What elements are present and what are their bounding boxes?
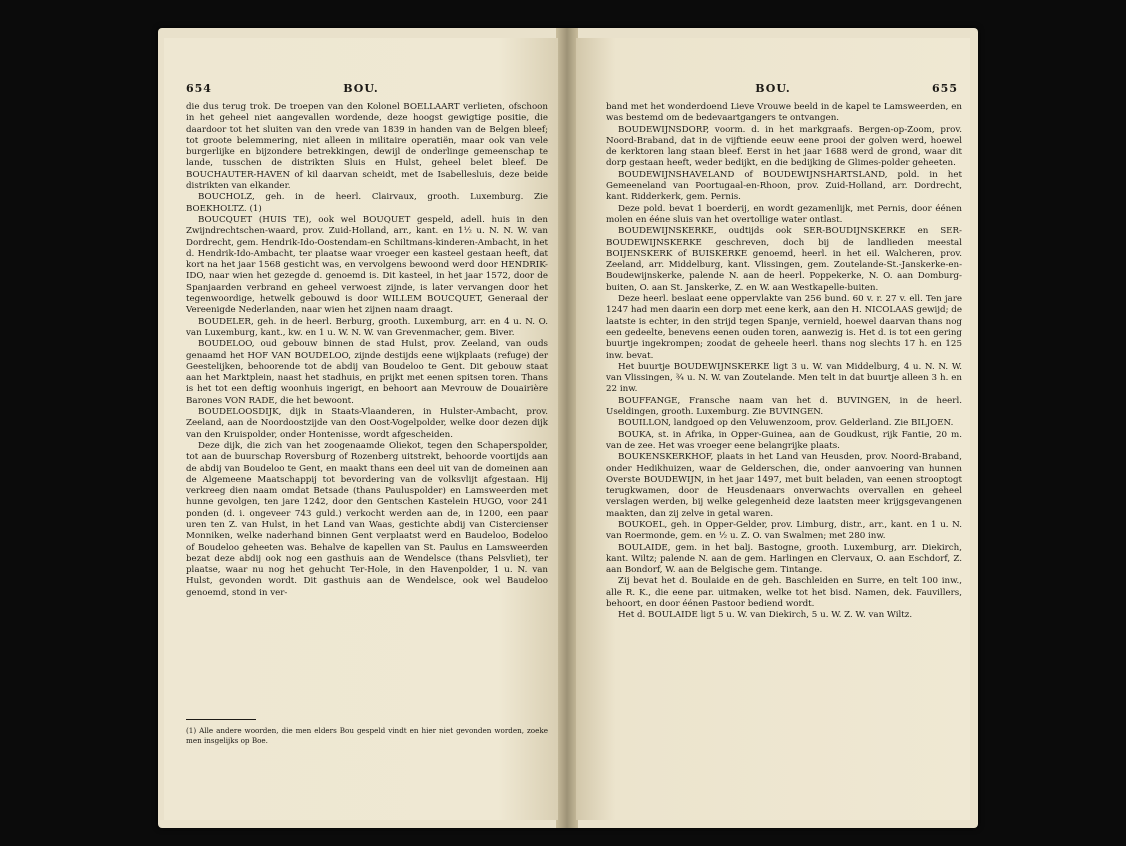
paragraph: BOUDELER, geh. in de heerl. Berburg, grooth. Luxemburg, arr. en 4 u. N. O. van Luxemburg, kant., kw. en 1 u. W. N. W. van Grevenmacher, gem. Biver. xyxy=(186,316,548,338)
paragraph: Deze heerl. beslaat eene oppervlakte van 256 bund. 60 v. r. 27 v. ell. Ten jare 1247 had men daarin een dorp met eene kerk, aan den H. NICOLAAS gewijd; de laatste is echter, in den strijd tegen Spanje, vernield, hoewel daarvan thans nog een gedeelte, benevens eenen ouden toren, aanwezig is. Het d. is tot een gering buurtje ingekrompen; zoodat de geheele heerl. thans nog slechts 17 h. en 125 inw. bevat. xyxy=(606,294,962,361)
paragraph: BOUCHOLZ, geh. in de heerl. Clairvaux, grooth. Luxemburg. Zie BOEKHOLTZ. (1) xyxy=(186,192,548,214)
paragraph: BOUFFANGE, Fransche naam van het d. BUVINGEN, in de heerl. Useldingen, grooth. Luxemburg. Zie BUVINGEN. xyxy=(606,395,962,418)
left-page xyxy=(164,38,558,820)
paragraph: BOULAIDE, gem. in het balj. Bastogne, grooth. Luxemburg, arr. Diekirch, kant. Wiltz; palende N. aan de gem. Harlingen en Clervaux, O. aan Eschdorf, Z. aan Bondorf, W. aan de Belgische gem. Tintange. xyxy=(606,542,962,576)
right-body-text xyxy=(606,102,962,622)
paragraph: Deze dijk, die zich van het zoogenaamde Oliekot, tegen den Schaperspolder, tot aan de buurschap Roversburg of Rozenberg uitstrekt, behoorde voortijds aan de abdij van Boudeloo te Gent, en maakt thans een deel uit van de domeinen aan de Algemeene Maatschappij tot bevordering van de volksvlijt afgestaan. Hij verkreeg dien naam omdat Betsade (thans Pauluspolder) en Lamsweerden met hunne gevolgen, ten jare 1242, door den Gentschen Kastelein HUGO, voor 241 ponden (d. i. ongeveer 743 guld.) verkocht werden aan de, in 1200, een paar uren ten Z. van Hulst, in het Land van Waas, gestichte abdij van Cistercienser Monniken, welke naderhand binnen Gent verplaatst werd en Baudeloo, Bodeloo of Boudeloo geheeten was. Behalve de kapellen van St. Paulus en Lamsweerden bezat deze abdij ook nog een gasthuis aan de Wendelsce (thans Pelsvliet), ter plaatse, waar nu nog het gehucht Ter-Hole, in den Havenpolder, 1 u. N. van Hulst, gevonden wordt. Dit gasthuis aan de Wendelsce, ook wel Baudeloo genoemd, stond in ver- xyxy=(186,440,548,598)
paragraph: Het buurtje BOUDEWIJNSKERKE ligt 3 u. W. van Middelburg, 4 u. N. N. W. van Vlissingen, ¾ u. N. W. van Zoutelande. Men telt in dat buurtje alleen 3 h. en 22 inw. xyxy=(606,361,962,395)
paragraph: Het d. BOULAIDE ligt 5 u. W. van Diekirch, 5 u. W. Z. W. van Wiltz. xyxy=(618,610,913,621)
right-running-head xyxy=(576,82,970,96)
left-head-title: BOU. xyxy=(343,82,379,95)
paragraph: BOUDEWIJNSKERKE, oudtijds ook SER-BOUDIJNSKERKE en SER-BOUDEWIJNSKERKE geschreven, doch bij de landlieden meestal BOIJENSKERK of BUISKERKE genoemd, heerl. in het eil. Walcheren, prov. Zeeland, arr. Middelburg, kant. Vlissingen, gem. Zoutelande-St.-Janskerke-en-Boudewijnskerke, palende N. aan de heerl. Poppekerke, N. O. aan Domburg-buiten, O. aan St. Janskerke, Z. en W. aan Westkapelle-buiten. xyxy=(606,226,962,293)
footnote: (1) Alle andere woorden, die men elders Bou gespeld vindt en hier niet gevonden worden, zoeke men insgelijks op Boe. xyxy=(186,726,548,745)
paragraph: BOUDEWIJNSDORP, voorm. d. in het markgraafs. Bergen-op-Zoom, prov. Noord-Braband, dat in de vijftiende eeuw eene prooi der golven werd, hoewel de kerktoren lang staan bleef. Eerst in het jaar 1688 werd de grond, waar dit dorp gestaan heeft, weder bedijkt, en die bedijking de Glimes-polder geheeten. xyxy=(606,124,962,169)
paragraph: BOUDELOO, oud gebouw binnen de stad Hulst, prov. Zeeland, van ouds genaamd het HOF VAN BOUDELOO, zijnde destijds eene wijkplaats (refuge) der Geestelijken, behoorende tot de abdij van Boudeloo te Gent. Dit gebouw staat aan het Marktplein, naast het stadhuis, en prijkt met eenen spitsen toren. Thans is het tot een deftig woonhuis ingerigt, en behoort aan Mevrouw de Douairière Barones VON RADE, die het bewoont. xyxy=(186,339,548,406)
paragraph: die dus terug trok. De troepen van den Kolonel BOELLAART verlieten, ofschoon in het geheel niet aangevallen wordende, deze hoogst gewigtige positie, die daardoor tot het sluiten van den vrede van 1839 in handen van de Belgen bleef; tot groote belemmering, niet alleen in militaire operatiën, maar ook van vele burgerlijke en bijzondere betrekkingen, dewijl de onderlinge gemeenschap te lande, tusschen de distrikten Sluis en Hulst, geheel belet bleef. De BOUCHAUTER-HAVEN of kil daarvan scheidt, met de Isabellesluis, deze beide distrikten van elkander. xyxy=(186,102,548,192)
paragraph: Deze pold. bevat 1 boerderij, en wordt gezamenlijk, met Pernis, door éénen molen en ééne sluis van het overtollige water ontlast. xyxy=(606,203,962,225)
right-head-title: BOU. xyxy=(755,82,791,95)
open-book xyxy=(158,28,978,828)
left-body-text xyxy=(186,102,548,599)
paragraph: Zij bevat het d. Boulaide en de geh. Baschleiden en Surre, en telt 100 inw., alle R. K., die eene par. uitmaken, welke tot het bisd. Namen, dek. Fauvillers, behoort, en door éénen Pastoor bediend wordt. xyxy=(606,576,962,610)
paragraph: BOUKENSKERKHOF, plaats in het Land van Heusden, prov. Noord-Braband, onder Hedikhuizen, waar de Gelderschen, die, onder aanvoering van hunnen Overste BOUDEWIJN, in het jaar 1497, met buit beladen, van eenen strooptogt terugkwamen, door de Heusdenaars onverwachts overvallen en geheel verslagen werden, bij welke gelegenheid deze laatsten meer krijgsgevangenen maakten, dan zij zelve in getal waren. xyxy=(606,452,962,519)
paragraph: BOUDEWIJNSHAVELAND of BOUDEWIJNSHARTSLAND, pold. in het Gemeeneland van Poortugaal-en-Rhoon, prov. Zuid-Holland, arr. Dordrecht, kant. Ridderkerk, gem. Pernis. xyxy=(606,169,962,203)
footnote-rule xyxy=(186,719,256,720)
paragraph: BOUDELOOSDIJK, dijk in Staats-Vlaanderen, in Hulster-Ambacht, prov. Zeeland, aan de Noordoostzijde van den Oost-Vogelpolder, welke door dezen dijk van den Kruispolder, onder Hontenisse, wordt afgescheiden. xyxy=(186,407,548,440)
right-page-number: 655 xyxy=(932,82,958,95)
paragraph: band met het wonderdoend Lieve Vrouwe beeld in de kapel te Lamsweerden, en was bestemd om de bedevaartgangers te ontvangen. xyxy=(606,102,962,124)
paragraph: BOUILLON, landgoed op den Veluwenzoom, prov. Gelderland. Zie BILJOEN. xyxy=(618,418,954,429)
paragraph: BOUCQUET (HUIS TE), ook wel BOUQUET gespeld, adell. huis in den Zwijndrechtschen-waard, prov. Zuid-Holland, arr., kant. en 1½ u. N. N. W. van Dordrecht, gem. Hendrik-Ido-Oostendam-en Schiltmans-kinderen-Ambacht, in het d. Hendrik-Ido-Ambacht, ter plaatse waar vroeger een kasteel gestaan heeft, dat kort na het jaar 1568 gesticht was, en vervolgens bewoond werd door HENDRIK-IDO, naar wien het gezegde d. genoemd is. Dit kasteel, in het jaar 1572, door de Spanjaarden verbrand en geheel verwoest zijnde, is later vervangen door het tegenwoordige, hetwelk gebouwd is door WILLEM BOUCQUET, Generaal der Vereenigde Nederlanden, naar wien het zijnen naam draagt. xyxy=(186,214,548,316)
right-page xyxy=(576,38,970,820)
book-gutter xyxy=(556,28,578,828)
left-running-head xyxy=(164,82,558,96)
left-page-number: 654 xyxy=(186,82,212,95)
paragraph: BOUKA, st. in Afrika, in Opper-Guinea, aan de Goudkust, rijk Fantie, 20 m. van de zee. Het was vroeger eene belangrijke plaats. xyxy=(606,429,962,451)
paragraph: BOUKOEL, geh. in Opper-Gelder, prov. Limburg, distr., arr., kant. en 1 u. N. van Roermonde, gem. en ½ u. Z. O. van Swalmen; met 280 inw. xyxy=(606,519,962,542)
